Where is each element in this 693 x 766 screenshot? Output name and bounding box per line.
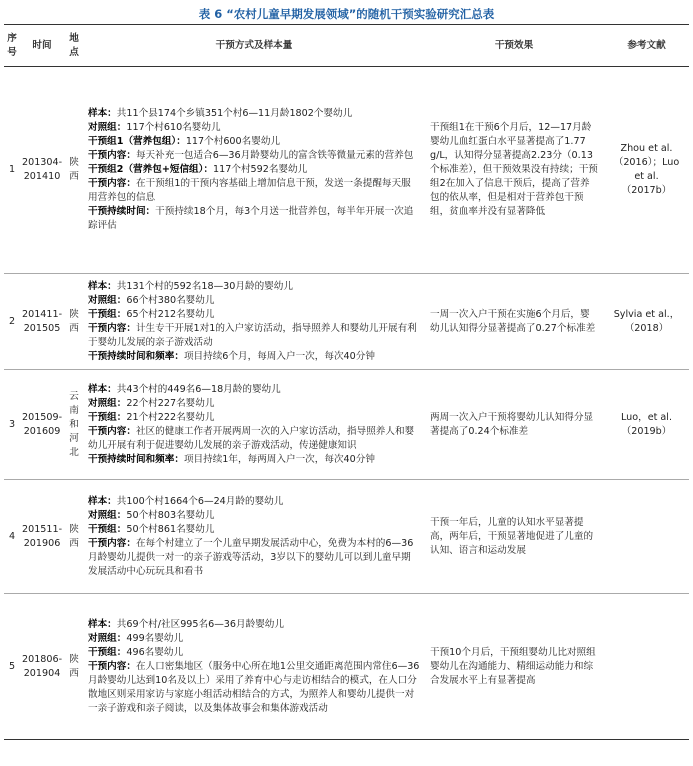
row-seq: 5 bbox=[4, 594, 20, 740]
row-effect: 干预组1在干预6个月后，12—17月龄婴幼儿血红蛋白水平显著提高了1.77 g/L，认知得分显著提高2.23分（0.13个标准差），但干预效果没有持续；干预组2在加入了信息干预后，提高了营养包的依从率，但是相对于营养包干预组，贫血率并没有显著降低 bbox=[424, 67, 604, 274]
row-method: 样本：共11个县174个乡镇351个村6—11月龄1802个婴幼儿 对照组：117个村610名婴幼儿 干预组1（营养包组）：117个村600名婴幼儿 干预内容：每天补充一包适合6—36月龄婴幼儿的富含铁等微量元素的营养包 干预组2（营养包+短信组）：117个村592名婴幼儿 干预内容：在干预组1的干预内容基础上增加信息干预，发送一条提醒每天服用营养包的信息 干预持续时间：干预持续18个月，每3个月送一批营养包，每半年开展一次追踪评估 bbox=[84, 67, 424, 274]
row-effect: 干预10个月后，干预组婴幼儿比对照组婴幼儿在沟通能力、精细运动能力和综合发展水平上有显著提高 bbox=[424, 594, 604, 740]
header-row bbox=[4, 25, 689, 67]
row-effect: 两周一次入户干预将婴幼儿认知得分显著提高了0.24个标准差 bbox=[424, 370, 604, 480]
header-time: 时间 bbox=[20, 25, 64, 67]
row-seq: 3 bbox=[4, 370, 20, 480]
row-location: 云 南 和 河 北 bbox=[64, 370, 84, 480]
row-time: 201511- 201906 bbox=[20, 480, 64, 594]
row-reference bbox=[604, 480, 689, 594]
table-row bbox=[4, 274, 689, 370]
header-method: 干预方式及样本量 bbox=[84, 25, 424, 67]
header-location: 地 点 bbox=[64, 25, 84, 67]
row-effect: 一周一次入户干预在实施6个月后，婴幼儿认知得分显著提高了0.27个标准差 bbox=[424, 274, 604, 370]
table-row bbox=[4, 480, 689, 594]
header-reference: 参考文献 bbox=[604, 25, 689, 67]
row-location: 陕 西 bbox=[64, 67, 84, 274]
row-method: 样本：共69个村/社区995名6—36月龄婴幼儿 对照组：499名婴幼儿 干预组：496名婴幼儿 干预内容：在人口密集地区（服务中心所在地1公里交通距离范围内常住6—36月龄婴幼儿达到10名及以上）采用了养育中心与走访相结合的模式，在人口分散地区则采用家访与家庭小组活动相结合的方式，为照养人和婴幼儿提供一对一亲子游戏和亲子阅读，以及集体故事会和集体游戏活动 bbox=[84, 594, 424, 740]
row-method: 样本：共43个村的449名6—18月龄的婴幼儿 对照组：22个村227名婴幼儿 干预组：21个村222名婴幼儿 干预内容：社区的健康工作者开展两周一次的入户家访活动，指导照养人和婴幼儿开展有利于促进婴幼儿发展的亲子游戏活动，传递健康知识 干预持续时间和频率：项目持续1年，每两周入户一次，每次40分钟 bbox=[84, 370, 424, 480]
row-reference: Sylvia et al.，（2018） bbox=[604, 274, 689, 370]
row-method: 样本：共131个村的592名18—30月龄的婴幼儿 对照组：66个村380名婴幼儿 干预组：65个村212名婴幼儿 干预内容：计生专干开展1对1的入户家访活动，指导照养人和婴幼儿开展有利于婴幼儿发展的亲子游戏活动 干预持续时间和频率：项目持续6个月，每周入户一次，每次40分钟 bbox=[84, 274, 424, 370]
header-seq: 序 号 bbox=[4, 25, 20, 67]
table-row bbox=[4, 594, 689, 740]
row-effect: 干预一年后，儿童的认知水平显著提高，两年后，干预显著地促进了儿童的认知、语言和运动发展 bbox=[424, 480, 604, 594]
row-location: 陕 西 bbox=[64, 594, 84, 740]
row-seq: 2 bbox=[4, 274, 20, 370]
row-seq: 4 bbox=[4, 480, 20, 594]
row-method: 样本：共100个村1664个6—24月龄的婴幼儿 对照组：50个村803名婴幼儿 干预组：50个村861名婴幼儿 干预内容：在每个村建立了一个儿童早期发展活动中心，免费为本村的6—36月龄婴幼儿提供一对一的亲子游戏等活动，3岁以下的婴幼儿可以到儿童早期发展活动中心玩玩具和看书 bbox=[84, 480, 424, 594]
row-time: 201411- 201505 bbox=[20, 274, 64, 370]
row-time: 201509- 201609 bbox=[20, 370, 64, 480]
row-reference: Zhou et al.（2016）；Luo et al.（2017b） bbox=[604, 67, 689, 274]
row-location: 陕 西 bbox=[64, 480, 84, 594]
row-reference: Luo，et al.（2019b） bbox=[604, 370, 689, 480]
row-location: 陕 西 bbox=[64, 274, 84, 370]
table-title: 表 6 “农村儿童早期发展领域”的随机干预实验研究汇总表 bbox=[198, 7, 495, 21]
results-table bbox=[4, 24, 689, 740]
row-time: 201304- 201410 bbox=[20, 67, 64, 274]
row-seq: 1 bbox=[4, 67, 20, 274]
row-time: 201806- 201904 bbox=[20, 594, 64, 740]
row-reference bbox=[604, 594, 689, 740]
header-effect: 干预效果 bbox=[424, 25, 604, 67]
table-row bbox=[4, 67, 689, 274]
table-row bbox=[4, 370, 689, 480]
